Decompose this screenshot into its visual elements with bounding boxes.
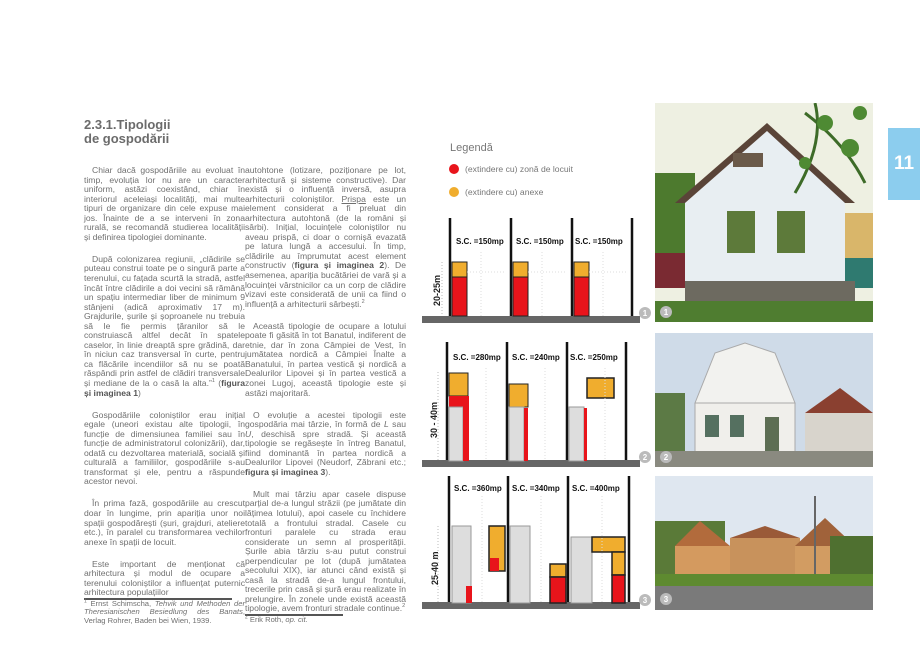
photo-3-street-houses — [655, 476, 873, 610]
house-plot — [509, 384, 528, 461]
photo-1-old-house — [655, 103, 873, 322]
text-run: Această tipologie de ocupare a lotului poate fi găsită în tot Banatul, indiferent de etnie, dar în zona Câmpiei de Vest, în jumătatea nordică a Câmpiei Înalte a Banatului, în partea vestică și nordică a Dealurilor Lipovei și în partea vestică a zonei Lugoj, această tipologie este și astăzi majoritară. — [245, 320, 406, 398]
text-run: Ernst Schimscha, — [86, 598, 155, 608]
text-run: , deschisă spre stradă. Și această tipologie se regăsește în întreg Banatul, fiind dominantă în partea nordică a Dealurilor Lipovei (Neudorf, Zăbrani etc.; — [245, 428, 406, 468]
text-run: ) — [137, 387, 141, 398]
figure-number: 3 — [642, 596, 648, 605]
italic-text: Tehvik und Methoden der Theresianischen Besiedlung des Banats — [84, 598, 245, 617]
section-title: 2.3.1.Tipologii de gospodării — [84, 117, 171, 146]
plot-area-label: S.C. =150mp — [575, 237, 623, 246]
figure-number: 1 — [642, 309, 648, 318]
italic-text: op. cit. — [285, 615, 308, 625]
footnote-marker: 1 — [84, 598, 87, 605]
house-plot — [452, 262, 467, 316]
footnote-marker: 2 — [361, 298, 365, 305]
plot-area-label: S.C. =340mp — [512, 484, 560, 493]
plot-area-label: S.C. =280mp — [453, 353, 501, 362]
photo-number: 1 — [663, 308, 669, 317]
photo-number: 3 — [663, 595, 669, 604]
text-run: Mult mai târziu apar casele dispuse parțial de-a lungul străzii (pe jumătate din lățimea lotului), apoi casele cu închidere totală a frontului stradal. Casele cu fronturi paralele cu strada erau considerate un semn al prosperității. Șurile abia târziu s-au putut construi perpendicular pe lot (după jumătatea secolului XIX), iar atunci când există și casă la stradă de-a lungul frontului, trecerile prin casă și șură erau realizate în prelungire. În zonele unde există această tipologie, avem fronturi stradale continue. — [245, 488, 406, 614]
house-plot — [513, 262, 528, 316]
footnote-marker: 2 — [245, 614, 248, 621]
text-run: ). — [325, 466, 331, 477]
italic-text: U — [245, 428, 252, 439]
figure-number: 2 — [642, 453, 648, 462]
legend-item-living: (extindere cu) zonă de locuit — [449, 164, 573, 174]
bold-reference: figura și imaginea 2 — [294, 260, 385, 271]
text-run: , Verlag Rohrer, Baden bei Wien, 1939. — [84, 607, 245, 625]
plot-area-label: S.C. =400mp — [572, 484, 620, 493]
house-plot — [510, 526, 566, 603]
house-plot — [449, 373, 469, 461]
house-plot — [569, 378, 614, 461]
photo-number: 2 — [663, 453, 669, 462]
plot-area-label: S.C. =150mp — [516, 237, 564, 246]
street-bar — [422, 316, 640, 323]
figure-1 — [422, 218, 651, 323]
text-run: După colonizarea regiunii, „clădirile se puteau construi toate pe o singură parte a terenului, cu fațada scurtă la stradă, astfel încât între clădirile a doi vecini să rămână un spațiu intermediar liber de minimum 9 stânjeni (adică aproximativ 17 m). Grajdurile, șurile și șoproanele nu trebuia să le fie permis țăranilor să le construiască altfel decât în spatele caselor, în linie dreaptă spre grădină, dar în niciun caz transversal în curte, pentru ca flăcările incendiilor să nu se poată răspândi prin astfel de clădiri transversale și mediane de la o casă la alta.” — [84, 253, 245, 388]
plot-area-label: S.C. =360mp — [454, 484, 502, 493]
bold-reference: figura și imaginea 1 — [84, 377, 246, 398]
house-plot — [571, 537, 625, 603]
text-run: ). De asemenea, apariția bucătăriei de vară și a locuinței vârstnicilor ca un corp de clădire vizavi este considerată de unii ca fiind o influență a arhitecturii sârbești. — [245, 260, 406, 309]
photo-2-gabled-house — [655, 333, 873, 467]
dimension-label: 25-40 m — [430, 551, 440, 585]
text-run: În prima fază, gospodăriile au crescut doar în lungime, prin apariția unor noi spații gospodărești (șuri, grajduri, ateliere etc.), în paralel cu transformarea vechilor anexe în spații de locuit. — [84, 498, 245, 547]
plot-area-label: S.C. =240mp — [512, 353, 560, 362]
text-run: autohtone (lotizare, poziționare pe lot, arhitectură și sisteme constructive). Dar există și o influență inversă, asupra arhitecturii coloniștilor. — [245, 165, 406, 204]
legend-title: Legendă — [450, 142, 493, 154]
bold-reference: figura și imaginea 3 — [245, 466, 326, 477]
photo-number-badge — [659, 592, 673, 606]
text-run: Erik Roth, — [247, 615, 286, 625]
photo-number-badge — [659, 450, 673, 464]
photo-number-badge — [659, 305, 673, 319]
footnote-marker: 2 — [402, 603, 406, 610]
text-run: sau — [388, 419, 407, 430]
legend-item-annex: (extindere cu) anexe — [449, 187, 543, 197]
text-run: Chiar dacă gospodăriile au evoluat în timp, evoluția lor nu are un caracter uniform, astăzi coexistând, chiar în interiorul aceleiași localități, mai multe tipuri de organizare din cele expuse mai jos. Înainte de a se interveni în zona rurală, se recomandă studierea localității și definirea tipologiei dominante. — [84, 165, 245, 242]
text-run: ( — [214, 377, 222, 388]
italic-text: L — [383, 419, 389, 430]
dimension-label: 30 - 40m — [429, 401, 439, 438]
text-run: Gospodăriile coloniștilor erau inițial egale (uneori existau alte tipologii, în funcție de dimensiunea familiei sau în funcție de administratorul colonizării), dar, odată cu dezvoltarea materială, socială și culturală a familiilor, gospodăriile s-au transformat și ele, pentru a răspunde acestor nevoi. — [84, 409, 245, 487]
plot-area-label: S.C. =150mp — [456, 237, 504, 246]
text-run: Este important de menționat că arhitectura și modul de ocupare a terenului coloniștilor a influențat puternic arhitectura populațiilor — [84, 558, 245, 598]
house-plot — [452, 526, 505, 603]
text-run: O evoluție a acestei tipologii este gospodăria mai târzie, în formă de — [245, 409, 406, 430]
underlined-term: Prispa — [341, 193, 366, 204]
footnote-marker: 1 — [211, 378, 215, 385]
page-number-badge: 11 — [888, 128, 920, 200]
text-run: este un element considerat a fi preluat din arhitectura autohtonă (de la români și sârbi). Inițial, locuințele coloniștilor nu aveau prispă, ci doar o cornișă evazată pe latura lungă a accesului. În timp, clădirile au împrumutat acest element constructiv ( — [245, 193, 406, 271]
house-plot — [574, 262, 589, 316]
figure-2 — [422, 342, 651, 467]
plot-area-label: S.C. =250mp — [570, 353, 618, 362]
figure-3 — [422, 476, 651, 609]
dimension-label: 20-25m — [432, 274, 442, 306]
